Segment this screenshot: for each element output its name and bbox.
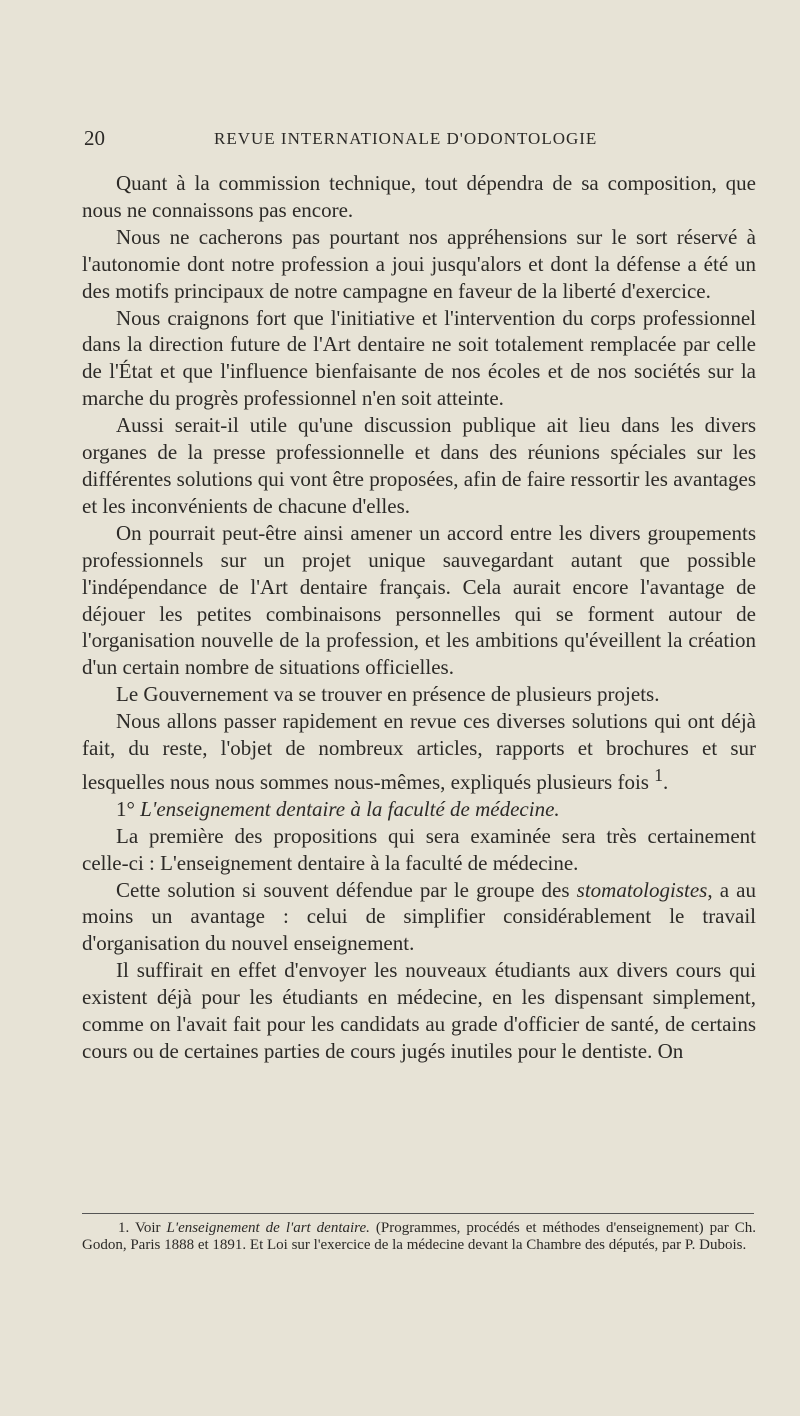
- paragraph: Il suffirait en effet d'envoyer les nouveaux étudiants aux divers cours qui existent déjà pour les étudiants en médecine, en les dispensant simplement, comme on l'avait fait pour les candidats au grade d'officier de santé, de certains cours ou de certaines parties de cours jugés inutiles pour le dentiste. On: [82, 958, 756, 1063]
- paragraph-text: Cette solution si souvent défendue par le groupe des: [116, 877, 570, 902]
- footnote-divider: [82, 1213, 754, 1214]
- page-header: [84, 126, 754, 160]
- footnote-text: (Programmes, procédés et méthodes d'enseignement) par Ch. Godon, Paris 1888 et 1891. Et Loi sur l'exercice de la médecine devant la Chambre des députés, par P. Dubois.: [82, 1220, 757, 1253]
- paragraph: Quant à la commission technique, tout dépendra de sa composition, que nous ne connaissons pas encore.: [82, 171, 756, 222]
- paragraph: On pourrait peut-être ainsi amener un accord entre les divers groupements professionnels sur un projet unique sauvegardant autant que possible l'indépendance de l'Art dentaire français. Cela aurait encore l'avantage de déjouer les petites combinaisons personnelles qui se forment autour de l'organisation nouvelle de la profession, et les ambitions qu'éveillent la création d'un certain nombre de situations officielles.: [82, 520, 756, 680]
- footnote: [82, 1220, 756, 1254]
- page-number: 20: [84, 126, 105, 150]
- paragraph: Nous ne cacherons pas pourtant nos appréhensions sur le sort réservé à l'autonomie dont notre profession a joui jusqu'alors et dont la défense a été un des motifs principaux de notre campagne en faveur de la liberté d'exercice.: [82, 224, 756, 303]
- paragraph: Nous craignons fort que l'initiative et l'intervention du corps professionnel dans la direction future de l'Art dentaire ne soit totalement remplacée par celle de l'État et que l'influence bienfaisante de nos écoles et de nos sociétés sur la marche du progrès professionnel n'en soit atteinte.: [82, 305, 756, 411]
- running-head: REVUE INTERNATIONALE D'ODONTOLOGIE: [214, 129, 598, 148]
- section-heading: [82, 796, 756, 823]
- paragraph-text: Nous allons passer rapidement en revue ces diverses solutions qui ont déjà fait, du reste, l'objet de nombreux articles, rapports et brochures et sur lesquelles nous nous sommes nous-mêmes, expliqués plusieurs fois: [82, 709, 756, 794]
- paragraph: La première des propositions qui sera examinée sera très certainement celle-ci : L'enseignement dentaire à la faculté de médecine.: [82, 823, 756, 875]
- paragraph: [82, 877, 756, 958]
- paragraph: Nous allons passer rapidement en revue ces diverses solutions qui ont déjà fait, du reste, l'objet de nombreux articles, rapports et brochures et sur lesquelles nous nous sommes nous-mêmes, expliqués plusieurs fois $^1$.: [82, 709, 756, 794]
- paragraph-text: , a au moins un avantage : celui de simplifier considérablement le travail d'organisation du nouvel enseignement.: [82, 877, 756, 956]
- footnote-number: 1.: [118, 1220, 130, 1236]
- footnote-title: L'enseignement de l'art dentaire.: [166, 1220, 370, 1236]
- italic-term: stomatologistes: [576, 877, 708, 902]
- footnote-reference: 1: [654, 764, 663, 785]
- section-title: L'enseignement dentaire à la faculté de médecine.: [140, 796, 560, 821]
- footnote-prefix: Voir: [134, 1220, 161, 1236]
- section-number: 1°: [116, 796, 135, 821]
- paragraph: Aussi serait-il utile qu'une discussion publique ait lieu dans les divers organes de la presse professionnelle et dans des réunions spéciales sur les différentes solutions qui vont être proposées, afin de faire ressortir les avantages et les inconvénients de chacune d'elles.: [82, 413, 756, 518]
- paragraph: Le Gouvernement va se trouver en présence de plusieurs projets.: [116, 682, 660, 707]
- body-text: [82, 170, 756, 1065]
